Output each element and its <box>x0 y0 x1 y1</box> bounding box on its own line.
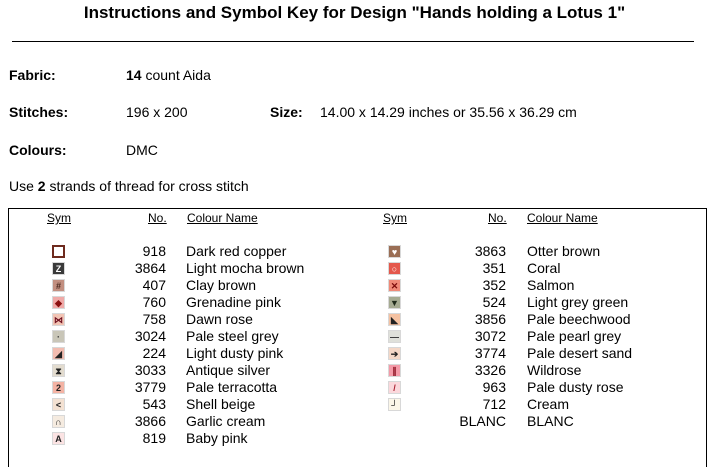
right-row-number: 524 <box>482 294 506 310</box>
left-row-colour-name: Dark red copper <box>186 243 287 259</box>
right-row-colour-name: BLANC <box>527 413 574 429</box>
instruction-post: strands of thread for cross stitch <box>45 178 249 194</box>
fabric-count: 14 <box>126 67 142 83</box>
bowtie-icon: ⋈ <box>54 315 63 325</box>
left-row-number: 760 <box>142 294 166 310</box>
left-no-header: No. <box>148 211 167 225</box>
left-row-number: 3779 <box>134 379 166 395</box>
right-row-number: 712 <box>482 396 506 412</box>
triangle-icon: ◢ <box>52 347 65 360</box>
left-row-colour-name: Pale steel grey <box>186 328 279 344</box>
left-row-number: 918 <box>142 243 166 259</box>
right-row-colour-name: Coral <box>527 260 561 276</box>
right-row-colour-name: Pale desert sand <box>527 345 633 361</box>
blank-icon <box>388 415 401 428</box>
instruction-strands: 2 <box>37 178 46 194</box>
stitches-label: Stitches: <box>9 104 69 120</box>
left-row-number: 3024 <box>134 328 166 344</box>
instruction-pre: Use <box>9 178 38 194</box>
hollow-square-icon <box>52 245 65 258</box>
circle-icon: ○ <box>388 262 401 275</box>
left-name-header: Colour Name <box>187 211 258 225</box>
two-icon: 2 <box>52 381 65 394</box>
corner-icon: ┘ <box>388 398 401 411</box>
colours-label: Colours: <box>9 142 67 158</box>
right-row-number: 3072 <box>474 328 506 344</box>
hourglass-icon: ⧗ <box>52 364 65 377</box>
right-row-number: 3326 <box>474 362 506 378</box>
left-row-number: 3866 <box>134 413 166 429</box>
slash-icon: / <box>388 381 401 394</box>
right-row-colour-name: Otter brown <box>527 243 601 259</box>
left-row-colour-name: Garlic cream <box>186 413 266 429</box>
right-no-header: No. <box>488 211 507 225</box>
stitches-value: 196 x 200 <box>126 104 188 120</box>
right-row-colour-name: Pale beechwood <box>527 311 631 327</box>
right-row-number: 3774 <box>474 345 506 361</box>
left-row-colour-name: Grenadine pink <box>186 294 281 310</box>
left-row-number: 543 <box>142 396 166 412</box>
colours-value: DMC <box>126 142 158 158</box>
heart-icon: ♥ <box>388 245 401 258</box>
right-row-number: 351 <box>482 260 506 276</box>
left-row-colour-name: Baby pink <box>186 430 248 446</box>
left-row-number: 819 <box>142 430 166 446</box>
left-row-colour-name: Shell beige <box>186 396 256 412</box>
left-row-number: 224 <box>142 345 166 361</box>
dash-icon: — <box>390 332 399 342</box>
right-row-number: 352 <box>482 277 506 293</box>
size-value: 14.00 x 14.29 inches or 35.56 x 36.29 cm <box>320 104 577 120</box>
right-row-colour-name: Salmon <box>527 277 575 293</box>
fabric-type: count Aida <box>141 67 211 83</box>
dot-icon: · <box>52 330 65 343</box>
right-row-colour-name: Light grey green <box>527 294 629 310</box>
left-row-number: 3033 <box>134 362 166 378</box>
right-row-number: 963 <box>482 379 506 395</box>
right-sym-header: Sym <box>383 211 407 225</box>
fabric-value <box>126 67 211 83</box>
left-sym-header: Sym <box>47 211 71 225</box>
right-name-header: Colour Name <box>527 211 598 225</box>
left-row-number: 3864 <box>134 260 166 276</box>
right-row-number: BLANC <box>459 413 506 429</box>
left-row-colour-name: Clay brown <box>186 277 257 293</box>
z-icon: Z <box>52 262 65 275</box>
arch-icon: ∩ <box>52 415 65 428</box>
left-row-colour-name: Light mocha brown <box>186 260 305 276</box>
right-row-number: 3856 <box>474 311 506 327</box>
a-icon: A <box>52 432 65 445</box>
title-divider <box>12 41 694 42</box>
instruction-text <box>9 178 249 194</box>
double-slash-icon: ∥ <box>388 364 401 377</box>
right-row-number: 3863 <box>474 243 506 259</box>
hash-icon: # <box>52 279 65 292</box>
fabric-label: Fabric: <box>9 67 56 83</box>
left-row-number: 407 <box>142 277 166 293</box>
left-row-colour-name: Pale terracotta <box>186 379 278 395</box>
left-row-colour-name: Light dusty pink <box>186 345 284 361</box>
diamond-icon: ◆ <box>52 296 65 309</box>
right-row-colour-name: Pale dusty rose <box>527 379 624 395</box>
corner-triangle-icon: ◣ <box>388 313 401 326</box>
page-title: Instructions and Symbol Key for Design "Hands holding a Lotus 1" <box>83 3 626 22</box>
left-row-number: 758 <box>142 311 166 327</box>
right-row-colour-name: Pale pearl grey <box>527 328 622 344</box>
less-than-icon: < <box>52 398 65 411</box>
arrow-icon: ➔ <box>388 347 401 360</box>
left-row-colour-name: Antique silver <box>186 362 271 378</box>
right-row-colour-name: Wildrose <box>527 362 582 378</box>
right-row-colour-name: Cream <box>527 396 570 412</box>
x-icon: ✕ <box>388 279 401 292</box>
down-triangle-icon: ▼ <box>388 296 401 309</box>
size-label: Size: <box>270 104 303 120</box>
left-row-colour-name: Dawn rose <box>186 311 253 327</box>
